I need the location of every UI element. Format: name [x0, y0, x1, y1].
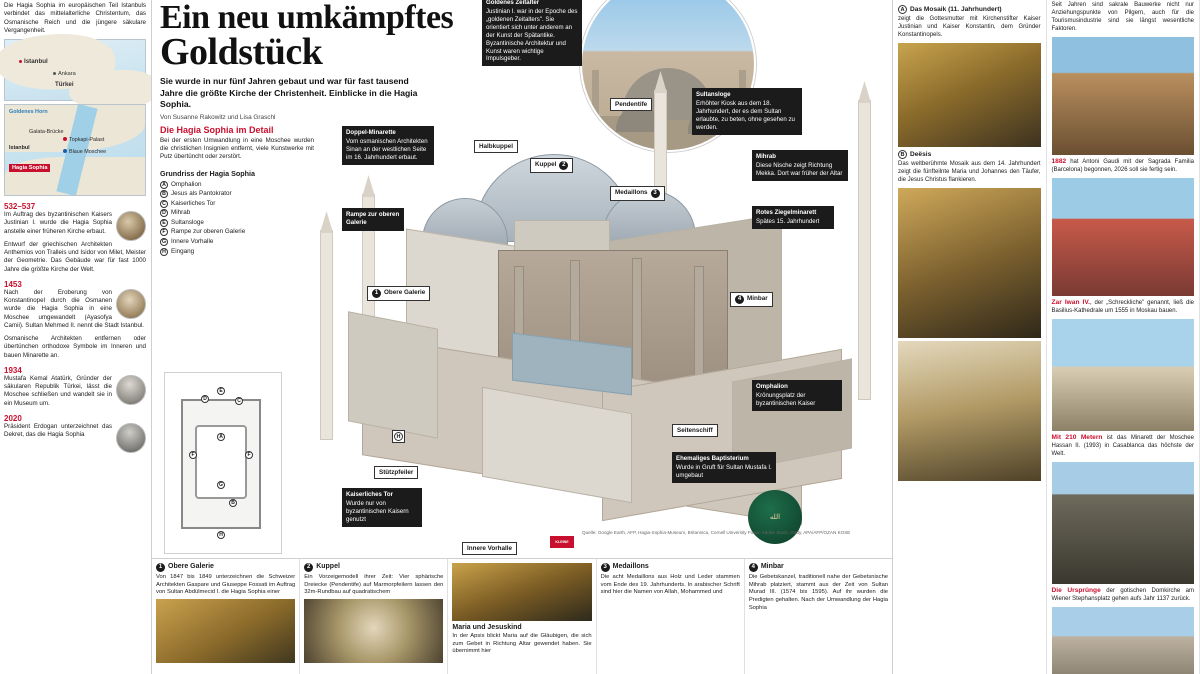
- image-deesis-mosaic: [898, 188, 1041, 338]
- center-column: [152, 0, 892, 674]
- callout-halbkuppel: Halbkuppel: [474, 140, 518, 153]
- card-kuppel: [300, 559, 448, 674]
- right-column-mosaics: [893, 0, 1046, 674]
- landmark-basilius-text: Zar Iwan IV., der „Schreckliche" genannt, ließ die Basilius-Kathedrale um 1555 in Moskau bauen.: [1051, 298, 1194, 314]
- note-rampe-galerie: Rampe zur oberen Galerie: [342, 208, 404, 231]
- portrait-erdogan: [116, 423, 146, 453]
- callout-medaillons: Medaillons 3: [610, 186, 665, 201]
- legend-label: Omphalion: [171, 180, 202, 188]
- card-minbar: [745, 559, 892, 674]
- card-text: In der Apsis blickt Maria auf die Gläubigen, die sich zum Gebet in Richtung Altar gewendet haben. Sie übernimmt hier: [452, 633, 592, 655]
- timeline-text-1453-b: Osmanische Architekten entfernen oder übertünchen orthodoxe Symbole im Inneren und bauen Minarette an.: [4, 335, 146, 359]
- card-text: Ein Vorzeigemodell ihrer Zeit: Vier sphärische Dreiecke (Pendentife) auf Marmorpfeilern lassen den 32m-Rundbau auf quadratischem: [304, 574, 444, 596]
- mosaic-b-title: B Deësis: [898, 150, 1041, 159]
- floorplan-key-d: D: [201, 395, 209, 403]
- map-label-country: Türkei: [55, 81, 74, 88]
- card-medaillons: [597, 559, 745, 674]
- legend-key-b: B: [160, 190, 168, 198]
- detail-section-text: Bei der ersten Umwandlung in eine Moschee wurden die christlichen Insignien entfernt, viele Kunstwerke mit Putz übertüncht oder zerstört.: [160, 136, 314, 161]
- legend-key-g: G: [161, 239, 167, 246]
- right-columns: [892, 0, 1200, 674]
- source-credits: Quelle: Google Earth, AFP, Hagia-Sophia-Museum, Britannica, Cornell University Fotos: Adobe Stock, Getty, APA/AFP/OZAN KOSE: [582, 530, 851, 535]
- minaret-southwest: [320, 230, 333, 440]
- timeline-date-1453: 1453: [4, 279, 22, 289]
- card-obere-galerie: [152, 559, 300, 674]
- landmark-stephansdom-text: Die Ursprünge der gotischen Domkirche am Wiener Stephansplatz gehen aufs Jahr 1137 zurück.: [1051, 586, 1195, 602]
- timeline-date-532: 532–537: [4, 202, 36, 211]
- legend-label: Eingang: [171, 247, 195, 255]
- card-text: Die Gebetskanzel, traditionell nahe der Gebetsnische Mihrab platziert, stammt aus der Zeit von Sultan Murad III. (1574 bis 1595). Auf ihr wurden die Predigten gehalten. Nach der Umwandlung der Hagia Sophia: [748, 574, 889, 611]
- legend-key-d: D: [160, 209, 168, 217]
- timeline-text-532-b: Entwurf der griechischen Architekten Anthemios von Tralleis und Isidor von Milet, Meister der Geometrie. Das Gebäude war für fast 1000 Jahre die größte Kirche der Welt.: [4, 240, 146, 273]
- left-column: [0, 0, 152, 674]
- floorplan-key-g: G: [217, 481, 225, 489]
- callout-seitenschiff: Seitenschiff: [672, 424, 718, 437]
- legend-label: Jesus als Pantokrator: [171, 190, 232, 198]
- legend-key-e: E: [160, 219, 168, 227]
- legend-label: Sultansloge: [171, 218, 204, 226]
- interior-pillar-4: [694, 266, 704, 390]
- timeline-text-1453: Nach der Eroberung von Konstantinopel durch die Osmanen wurde die Hagia Sophia in eine Moschee umgewandelt (Ayasofya Camii). Sultan Mehmed II. nennt die Stadt Istanbul.: [4, 288, 144, 329]
- image-moschee-hassan-ii: [1052, 319, 1195, 431]
- image-mosaic-gottesmutter: [898, 43, 1041, 147]
- card-title: Obere Galerie: [168, 563, 214, 570]
- card-title: Minbar: [760, 563, 784, 570]
- landmarks-intro: Seit Jahren sind sakrale Bauwerke nicht nur Anziehungspunkte von Pilgern, auch für die Tourismusindustrie sind sie längst wesentliche Faktoren.: [1051, 2, 1194, 32]
- note-baptisterium: Ehemaliges Baptisterium Wurde in Gruft für Sultan Mustafa I. umgebaut: [672, 452, 776, 483]
- card-number: 3: [601, 563, 610, 572]
- card-title: Maria und Jesuskind: [452, 624, 522, 631]
- card-number: 2: [304, 563, 313, 572]
- timeline-text-532: Im Auftrag des byzantinischen Kaisers Justinian I. wurde die Hagia Sophia anstelle einer früheren Kirche erbaut.: [4, 211, 112, 235]
- callout-stuetzpfeiler: Stützpfeiler: [374, 466, 418, 479]
- city-label-istanbul: Istanbul: [9, 145, 30, 151]
- left-intro-text: Die Hagia Sophia im europäischen Teil Istanbuls verbindet das mittelalterliche Christentum, das Osmanische Reich und die jüngere säkulare Vergangenheit.: [4, 2, 146, 34]
- floorplan-key-f2: F: [245, 451, 253, 459]
- card-number: 1: [156, 563, 165, 572]
- map-marker-ankara: Ankara: [53, 71, 76, 77]
- image-interior-mihrab: [898, 341, 1041, 481]
- marker-a: A: [898, 5, 907, 14]
- card-image-kuppel: [304, 599, 443, 663]
- card-header: [452, 624, 591, 631]
- legend-label: Mihrab: [171, 209, 191, 217]
- card-title: Kuppel: [316, 563, 340, 570]
- callout-kuppel: Kuppel 2: [530, 158, 573, 173]
- legend-key-c: C: [160, 200, 168, 208]
- floorplan-title: Grundriss der Hagia Sophia: [160, 168, 256, 178]
- card-text: Die acht Medaillons aus Holz und Leder stammen vom Ende des 19. Jahrhunderts. In arabischer Schrift sind hier die Namen von Allah, Mohammed und: [600, 574, 740, 596]
- legend-key-f: F: [160, 228, 168, 236]
- floorplan-key-f: F: [189, 451, 197, 459]
- floorplan-key-a: A: [217, 433, 225, 441]
- note-rotes-ziegelminarett: Rotes Ziegelminarett Spätes 15. Jahrhundert: [752, 206, 834, 229]
- headline-line-2: Goldstück: [160, 31, 323, 74]
- legend-key-h: H: [160, 248, 168, 256]
- country-map: [4, 39, 146, 101]
- callout-minbar: 4 Minbar: [730, 292, 773, 307]
- legend-label: Kaiserliches Tor: [171, 199, 216, 207]
- floorplan-key-b: B: [229, 499, 237, 507]
- timeline-date-1934: 1934: [4, 365, 22, 375]
- map-dot-icon: [19, 60, 22, 63]
- interior-pillar-3: [632, 258, 642, 390]
- bottom-cards-strip: [152, 558, 892, 674]
- legend-label: Innere Vorhalle: [171, 238, 214, 246]
- byline: Von Susanne Rakowitz und Lisa Graschl: [160, 113, 276, 121]
- city-label-galata: Galata-Brücke: [29, 129, 64, 135]
- mosaic-b-text: Das weltberühmte Mosaik aus dem 14. Jahrhundert zeigt die fünfteilnte Maria und Johannes den Täufer, die Jesus Christus flankieren.: [898, 160, 1041, 183]
- floorplan-key-h: H: [217, 531, 225, 539]
- callout-innere-vorhalle: Innere Vorhalle: [462, 542, 517, 555]
- marker-hagia-sophia: Hagia Sophia: [9, 156, 50, 174]
- landmark-sagrada-text: 1882 hat Antoni Gaudi mit der Sagrada Familia (Barcelona) begonnen, 2026 soll sie fertig sein.: [1051, 157, 1194, 173]
- portrait-justinian: [116, 211, 146, 241]
- legend-key-a: A: [160, 181, 168, 189]
- note-goldenes-zeitalter: Goldenes Zeitalter Justinian I. war in der Epoche des „goldenen Zeitalters". Sie orientiert sich unter anderem an der Kunst der Spätantike. Byzantinische Architektur und Kunst waren wichtige Impulsgeber.: [482, 0, 582, 66]
- right-column-landmarks: [1046, 0, 1200, 674]
- card-title: Medaillons: [612, 563, 649, 570]
- mosaic-a-text: zeigt die Gottesmutter mit Kirchenstifter Kaiser Justinian und Kaiser Konstantin, dem Gründer Konstantinopels.: [898, 16, 1041, 38]
- note-mihrab: Mihrab Diese Nische zeigt Richtung Mekka. Dort war früher der Altar: [752, 150, 848, 181]
- image-stephansdom: [1052, 462, 1195, 584]
- floorplan-key-e: E: [217, 387, 225, 395]
- map-dot-icon: [53, 72, 56, 75]
- note-doppel-minarette: Doppel-Minarette Vom osmanischen Architekten Sinan an der westlichen Seite im 16. Jahrhundert erbaut.: [342, 126, 434, 165]
- image-notre-dame: [1052, 607, 1195, 674]
- note-sultansloge: Sultansloge Erhöhter Kiosk aus dem 18. Jahrhundert, der es dem Sultan erlaubte, zu beten, ohne gesehen zu werden.: [692, 88, 802, 135]
- card-header: [156, 563, 295, 572]
- minaret-east: [858, 100, 871, 400]
- floorplan-key-c: C: [235, 397, 243, 405]
- callout-obere-galerie: 1 Obere Galerie: [367, 286, 430, 301]
- note-kaiserliches-tor: Kaiserliches Tor Wurde nur von byzantinischen Kaisern genutzt: [342, 488, 422, 527]
- card-maria-jesuskind: [448, 559, 596, 674]
- buttress-block-west: [348, 311, 438, 438]
- card-header: [601, 563, 740, 572]
- timeline-text-2020: Präsident Erdogan unterzeichnet das Dekret, das die Hagia Sophia: [4, 422, 112, 438]
- timeline-text-1934: Mustafa Kemal Atatürk, Gründer der säkularen Republik Türkei, lässt die Moschee schließen und wandelt sie in ein Museum um.: [4, 374, 112, 407]
- map-pin-icon: [63, 137, 67, 141]
- card-number: 4: [749, 563, 758, 572]
- city-label-goldenes-horn: Goldenes Horn: [9, 109, 48, 115]
- city-map: [4, 104, 146, 196]
- card-header: [304, 563, 443, 572]
- map-marker-istanbul: Istanbul: [19, 58, 48, 65]
- card-image-galerie: [156, 599, 295, 663]
- detail-section-title: Die Hagia Sophia im Detail: [160, 124, 274, 135]
- marker-topkapi: Topkapi-Palast: [63, 137, 104, 143]
- calligraphy-medallion: الله: [748, 490, 802, 544]
- marker-b: B: [898, 150, 907, 159]
- mosaic-a-title: A Das Mosaik (11. Jahrhundert): [898, 5, 1041, 14]
- marker-blaue-moschee: Blaue Moschee: [63, 149, 106, 155]
- publisher-logo: KLEINE ZEITUNG: [550, 536, 574, 548]
- note-omphalion: Omphalion Krönungsplatz der byzantinischen Kaiser: [752, 380, 842, 411]
- portrait-mehmed: [116, 289, 146, 319]
- subheadline: Sie wurde in nur fünf Jahren gebaut und war für fast tausend Jahre die größte Kirche der Christenheit. Einblicke in die Hagia Sophia.: [160, 76, 418, 109]
- callout-pendentife: Pendentife: [610, 98, 652, 111]
- image-basilius-kathedrale: [1052, 178, 1195, 296]
- card-header: [749, 563, 888, 572]
- portrait-atatuerk: [116, 375, 146, 405]
- card-text: Von 1847 bis 1849 unterzeichnen die Schweizer Architekten Gaspare und Giuseppe Fossati im Auftrag von Sultan Abdülmecid I. die Hagia Sophia einer: [156, 574, 296, 596]
- landmark-hassan-text: Mit 210 Metern ist das Minarett der Moschee Hassan II. (1993) in Casablanca das höchste der Welt.: [1051, 433, 1194, 457]
- headline-line-1: Ein neu umkämpftes: [160, 0, 454, 36]
- legend-label: Rampe zur oberen Galerie: [171, 228, 246, 236]
- card-image-maria: [452, 563, 591, 621]
- floorplan-diagram: [164, 372, 282, 554]
- image-sagrada-familia: [1052, 37, 1195, 155]
- map-pin-icon: [63, 149, 67, 153]
- timeline-date-2020: 2020: [4, 413, 22, 423]
- callout-marker-h: H: [392, 430, 405, 443]
